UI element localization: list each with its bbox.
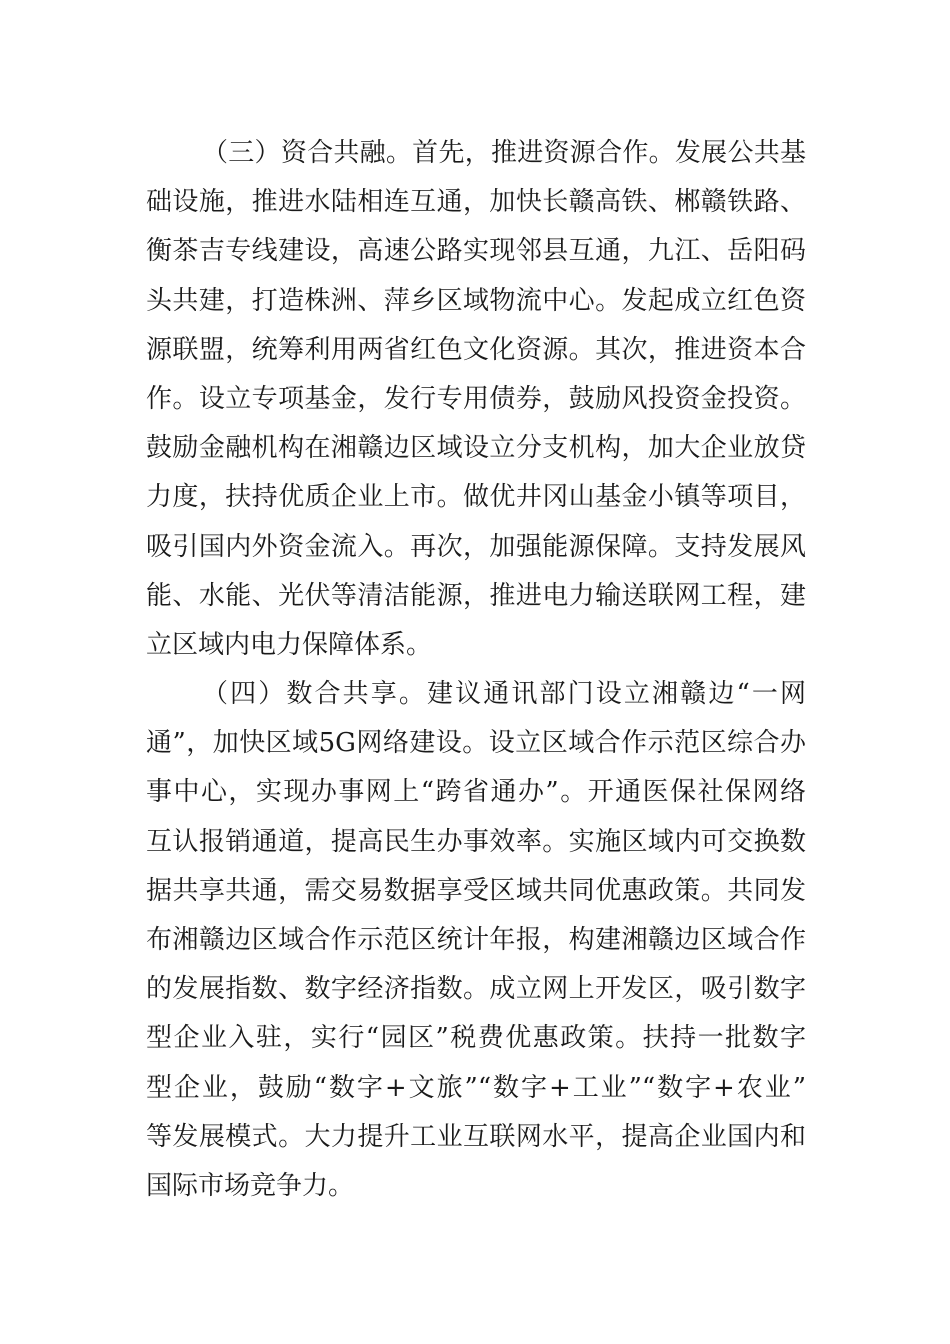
paragraph-line: 互认报销通道，提高民生办事效率。实施区域内可交换数 [146, 826, 806, 857]
paragraph-line: 衡茶吉专线建设，高速公路实现邻县互通，九江、岳阳码 [146, 236, 806, 267]
paragraph-line: 通”，加快区域5G网络建设。设立区域合作示范区综合办 [146, 728, 806, 759]
paragraph-line: 鼓励金融机构在湘赣边区域设立分支机构，加大企业放贷 [146, 433, 806, 464]
paragraph-line: 能、水能、光伏等清洁能源，推进电力输送联网工程，建 [146, 580, 806, 611]
paragraph-line: 型企业入驻，实行“园区”税费优惠政策。扶持一批数字 [146, 1023, 806, 1054]
paragraph-line: 立区域内电力保障体系。 [146, 629, 433, 660]
paragraph-line: 力度，扶持优质企业上市。做优井冈山基金小镇等项目， [146, 482, 806, 513]
paragraph-line: 的发展指数、数字经济指数。成立网上开发区，吸引数字 [146, 974, 806, 1005]
paragraph-line: 型企业，鼓励“数字+文旅”“数字+工业”“数字+农业” [146, 1072, 806, 1103]
paragraph-line: 作。设立专项基金，发行专用债券，鼓励风投资金投资。 [146, 383, 806, 414]
paragraph-line: 等发展模式。大力提升工业互联网水平，提高企业国内和 [146, 1121, 806, 1152]
paragraph-line: 吸引国内外资金流入。再次，加强能源保障。支持发展风 [146, 531, 806, 562]
paragraph-section-3 [146, 129, 806, 670]
paragraph-line: 布湘赣边区域合作示范区统计年报，构建湘赣边区域合作 [146, 925, 806, 955]
paragraph-line: 源联盟，统筹利用两省红色文化资源。其次，推进资本合 [146, 334, 806, 365]
paragraph-line: 础设施，推进水陆相连互通，加快长赣高铁、郴赣铁路、 [146, 187, 806, 218]
paragraph-line: 事中心，实现办事网上“跨省通办”。开通医保社保网络 [146, 777, 806, 808]
paragraph-section-4 [146, 670, 806, 1211]
paragraph-line: 国际市场竞争力。 [146, 1170, 355, 1201]
paragraph-line: （四）数合共享。建议通讯部门设立湘赣边“一网 [202, 679, 806, 710]
document-body [146, 129, 806, 1211]
paragraph-line: （三）资合共融。首先，推进资源合作。发展公共基 [202, 138, 806, 168]
paragraph-line: 据共享共通，需交易数据享受区域共同优惠政策。共同发 [146, 875, 806, 906]
paragraph-line: 头共建，打造株洲、萍乡区域物流中心。发起成立红色资 [146, 285, 806, 316]
